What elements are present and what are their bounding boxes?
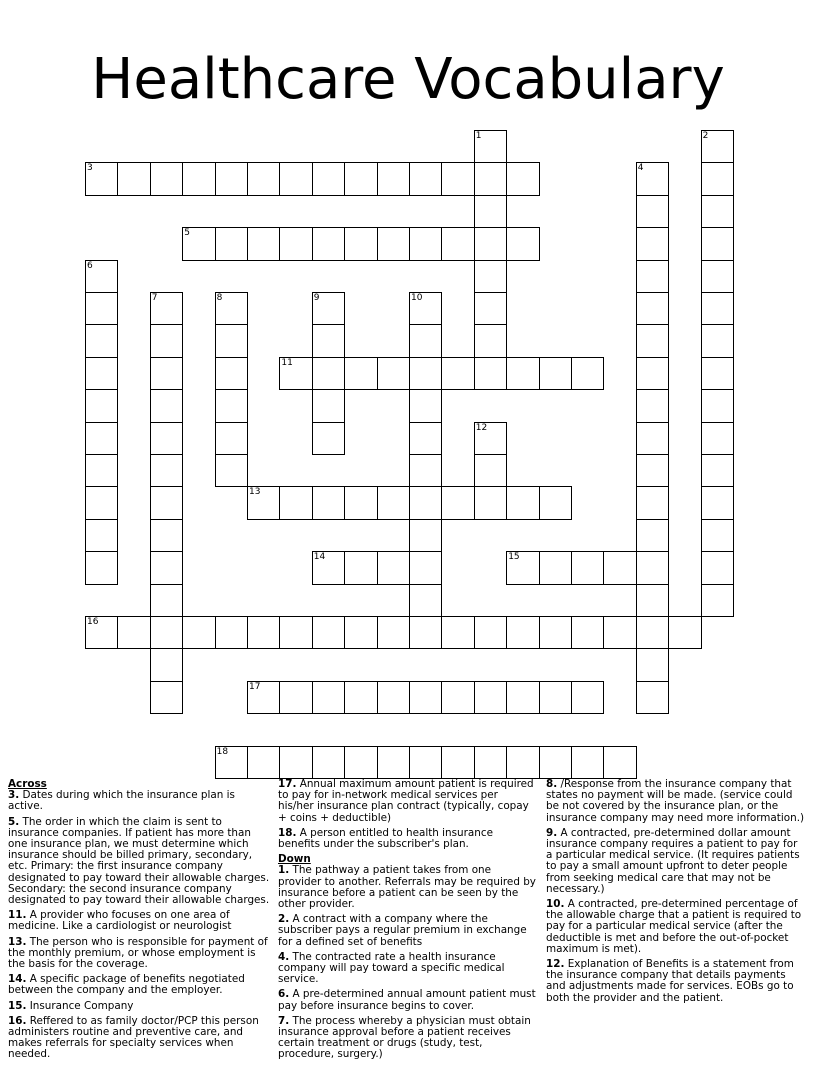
clue-number: 16 [87,617,99,627]
clue-number: 17 [249,681,261,692]
crossword-cell[interactable] [603,551,636,584]
crossword-cell[interactable] [377,486,410,519]
crossword-cell[interactable] [215,162,248,195]
clue-number: 6 [87,260,93,271]
crossword-cell[interactable] [279,616,312,649]
crossword-cell[interactable] [279,486,312,519]
crossword-cell[interactable] [506,486,539,519]
clue-item-number: 15. [8,999,27,1012]
crossword-cell[interactable] [312,357,345,390]
crossword-cell[interactable] [215,746,248,779]
crossword-cell[interactable] [636,357,669,390]
crossword-cell[interactable] [312,389,345,422]
crossword-cell[interactable] [409,292,442,325]
crossword-cell[interactable] [636,260,669,293]
crossword-cell[interactable] [636,616,669,649]
crossword-cell[interactable] [215,357,248,390]
clue-item [8,974,270,996]
crossword-cell[interactable] [409,227,442,260]
clue-item [546,828,806,895]
crossword-cell[interactable] [117,162,150,195]
across-clue-list [8,790,270,1060]
clue-column-3 [546,779,806,1008]
crossword-cell[interactable] [247,227,280,260]
crossword-cell[interactable] [603,616,636,649]
clue-item [8,1001,270,1012]
clue-item [546,899,806,955]
crossword-cell[interactable] [539,616,572,649]
crossword-cell[interactable] [312,324,345,357]
crossword-cell[interactable] [377,616,410,649]
clue-item [278,865,536,910]
down-clue-list-continued [546,779,806,1004]
crossword-cell[interactable] [279,681,312,714]
crossword-cell[interactable] [701,422,734,455]
crossword-cell[interactable] [409,681,442,714]
crossword-cell[interactable] [636,584,669,617]
crossword-cell[interactable] [150,389,183,422]
crossword-cell[interactable] [571,551,604,584]
crossword-cell[interactable] [701,227,734,260]
crossword-cell[interactable] [377,551,410,584]
crossword-cell[interactable] [539,486,572,519]
clue-item-text: A specific package of benefits negotiated between the company and the employer. [8,973,245,997]
clue-item-text: The contracted rate a health insurance company will pay toward a specific medical service. [278,950,505,986]
crossword-cell[interactable] [701,260,734,293]
clue-column-1 [8,779,270,1065]
crossword-cell[interactable] [279,227,312,260]
crossword-cell[interactable] [441,357,474,390]
crossword-cell[interactable] [312,422,345,455]
clue-number: 8 [216,293,223,303]
crossword-cell[interactable] [312,227,345,260]
clue-item [8,790,270,812]
clue-item-number: 16. [8,1014,27,1027]
clue-number: 5 [184,228,190,239]
crossword-cell[interactable] [409,616,442,649]
crossword-cell[interactable] [571,616,604,649]
clue-item-number: 12. [546,958,565,971]
crossword-cell[interactable] [150,551,183,584]
crossword-cell[interactable] [506,162,539,195]
clue-item-text: The order in which the claim is sent to insurance companies. If patient has more than one insurance plan, we must determine which insurance should be billed primary, secondary, etc. Primary: the first insurance company designated to pay toward their allowable charges. Secondary: the second insurance company designated to pay toward their allowable charges. [8,815,270,907]
crossword-cell[interactable] [701,357,734,390]
clue-item-text: A contracted, pre-determined percentage of the allowable charge that a patient is required to pay for a particular medical service (after the deductible is met and before the out-of-pocket maximum is met). [546,898,802,955]
clue-item [546,959,806,1004]
crossword-cell[interactable] [85,162,118,195]
crossword-cell[interactable] [474,324,507,357]
crossword-cell[interactable] [150,519,183,552]
clue-item-text: The process whereby a physician must obtain insurance approval before a patient receives certain treatment or drugs (study, test, procedure, surgery.) [278,1014,531,1061]
clue-number: 14 [313,552,326,563]
clue-number: 9 [313,293,320,303]
crossword-cell[interactable] [636,454,669,487]
crossword-cell[interactable] [636,162,669,195]
crossword-cell[interactable] [85,357,118,390]
clue-item-text: Annual maximum amount patient is required to pay for in-network medical services per his/her insurance plan contract (typically, copay + coins + deductible) [278,778,534,824]
crossword-cell[interactable] [85,260,118,293]
crossword-cell[interactable] [701,130,734,163]
clue-number: 11 [281,357,293,368]
clue-item-number: 10. [546,898,565,911]
crossword-cell[interactable] [636,292,669,325]
crossword-cell[interactable] [312,292,345,325]
crossword-cell[interactable] [247,616,280,649]
clue-item-text: A person entitled to health insurance benefits under the subscriber's plan. [278,826,493,851]
clue-number: 13 [249,487,261,498]
down-heading: Down [278,853,311,866]
crossword-cell[interactable] [409,357,442,390]
crossword-cell[interactable] [441,162,474,195]
clue-item-text: A contract with a company where the subscriber pays a regular premium in exchange for a defined set of benefits [278,913,527,948]
clue-item-text: Dates during which the insurance plan is active. [8,789,235,813]
crossword-cell[interactable] [312,681,345,714]
crossword-cell[interactable] [409,746,442,779]
across-heading: Across [8,778,47,790]
crossword-cell[interactable] [150,648,183,681]
crossword-cell[interactable] [636,422,669,455]
crossword-cell[interactable] [215,454,248,487]
crossword-cell[interactable] [636,681,669,714]
down-clue-list [278,865,536,1060]
clue-item-text: A contracted, pre-determined dollar amount insurance company requires a patient to pay for a particular medical service. (It requires patients to pay a small amount upfront to deter people from seeking medical care that may not be necessary.) [546,826,800,895]
clue-number: 1 [475,131,482,141]
crossword-cell[interactable] [506,551,539,584]
crossword-cell[interactable] [377,162,410,195]
crossword-cell[interactable] [701,584,734,617]
crossword-cell[interactable] [506,681,539,714]
crossword-cell[interactable] [150,422,183,455]
clue-item-number: 18. [278,826,297,839]
clue-item-number: 7. [278,1014,290,1027]
crossword-cell[interactable] [215,227,248,260]
crossword-cell[interactable] [150,486,183,519]
crossword-cell[interactable] [377,746,410,779]
crossword-cell[interactable] [474,130,507,163]
crossword-cell[interactable] [215,389,248,422]
crossword-cell[interactable] [409,454,442,487]
crossword-cell[interactable] [409,162,442,195]
crossword-cell[interactable] [150,584,183,617]
clue-number: 7 [151,293,158,303]
crossword-cell[interactable] [474,227,507,260]
clue-item-text: The pathway a patient takes from one provider to another. Referrals may be required by insurance before a patient can be seen by the other provider. [278,864,536,911]
crossword-cell[interactable] [344,616,377,649]
crossword-cell[interactable] [636,324,669,357]
clue-number: 12 [475,422,488,433]
clue-number: 2 [702,131,709,141]
crossword-cell[interactable] [344,551,377,584]
clue-column-2 [278,779,536,1065]
crossword-cell[interactable] [474,292,507,325]
clue-item-number: 2. [278,913,290,926]
crossword-cell[interactable] [279,357,312,390]
crossword-cell[interactable] [85,292,118,325]
clue-item-number: 6. [278,988,290,1001]
crossword-cell[interactable] [506,227,539,260]
crossword-cell[interactable] [150,454,183,487]
crossword-cell[interactable] [636,195,669,228]
crossword-cell[interactable] [247,162,280,195]
crossword-cell[interactable] [85,389,118,422]
crossword-cell[interactable] [215,616,248,649]
crossword-cell[interactable] [409,584,442,617]
crossword-cell[interactable] [701,292,734,325]
crossword-cell[interactable] [474,162,507,195]
clue-item-number: 17. [278,778,297,790]
crossword-cell[interactable] [377,357,410,390]
clue-item [278,989,536,1011]
crossword-cell[interactable] [603,746,636,779]
page-title: Healthcare Vocabulary [91,47,725,112]
crossword-cell[interactable] [701,454,734,487]
crossword-cell[interactable] [409,486,442,519]
clue-item-number: 13. [8,935,27,948]
clue-item-number: 9. [546,826,558,839]
crossword-cell[interactable] [279,746,312,779]
crossword-cell[interactable] [701,551,734,584]
crossword-cell[interactable] [474,746,507,779]
crossword-cell[interactable] [701,519,734,552]
clue-item [8,937,270,971]
crossword-cell[interactable] [85,616,118,649]
crossword-cell[interactable] [441,227,474,260]
clue-item-number: 4. [278,950,290,963]
clue-item-text: Insurance Company [26,999,134,1012]
clue-item-text: A pre-determined annual amount patient must pay before insurance begins to cover. [278,988,536,1012]
crossword-cell[interactable] [441,681,474,714]
crossword-cell[interactable] [85,422,118,455]
crossword-cell[interactable] [215,422,248,455]
crossword-cell[interactable] [539,746,572,779]
crossword-cell[interactable] [441,616,474,649]
crossword-cell[interactable] [701,486,734,519]
crossword-cell[interactable] [312,486,345,519]
clue-number: 4 [637,163,644,174]
crossword-cell[interactable] [701,324,734,357]
crossword-cell[interactable] [182,227,215,260]
crossword-cell[interactable] [506,746,539,779]
crossword-cell[interactable] [182,162,215,195]
clue-item [8,910,270,932]
clue-item-number: 8. [546,778,558,790]
clue-item-text: /Response from the insurance company that states no payment will be made. (service could be not covered by the insurance plan, or the insurance company may need more information.) [546,778,805,824]
crossword-cell[interactable] [636,389,669,422]
clue-item [278,914,536,948]
crossword-cell[interactable] [85,551,118,584]
crossword-cell[interactable] [279,162,312,195]
crossword-cell[interactable] [247,486,280,519]
crossword-cell[interactable] [506,616,539,649]
crossword-cell[interactable] [636,519,669,552]
crossword-cell[interactable] [344,357,377,390]
clue-number: 15 [508,552,520,563]
crossword-cell[interactable] [247,681,280,714]
clue-item [278,779,536,824]
clue-number: 18 [216,746,229,757]
clue-item-text: The person who is responsible for payment of the monthly premium, or whose employment is the basis for the coverage. [8,935,268,971]
crossword-cell[interactable] [474,616,507,649]
clue-item [546,779,806,824]
crossword-cell[interactable] [474,422,507,455]
crossword-cell[interactable] [312,551,345,584]
crossword-cell[interactable] [701,195,734,228]
crossword-cell[interactable] [701,162,734,195]
crossword-cell[interactable] [247,746,280,779]
crossword-cell[interactable] [474,454,507,487]
clue-item [8,817,270,907]
crossword-cell[interactable] [474,195,507,228]
crossword-cell[interactable] [539,681,572,714]
crossword-cell[interactable] [377,681,410,714]
crossword-cell[interactable] [409,422,442,455]
across-clue-list-continued [278,779,536,850]
crossword-cell[interactable] [409,389,442,422]
crossword-cell[interactable] [344,227,377,260]
crossword-cell[interactable] [636,486,669,519]
clue-item [278,952,536,986]
clue-item [278,828,536,850]
crossword-cell[interactable] [409,324,442,357]
crossword-cell[interactable] [539,357,572,390]
crossword-cell[interactable] [571,746,604,779]
crossword-cell[interactable] [215,324,248,357]
crossword-cell[interactable] [636,551,669,584]
crossword-cell[interactable] [344,162,377,195]
clue-item-text: A provider who focuses on one area of medicine. Like a cardiologist or neurologist [8,909,232,933]
crossword-cell[interactable] [474,681,507,714]
crossword-cell[interactable] [344,681,377,714]
clue-number: 10 [411,293,423,303]
crossword-cell[interactable] [474,260,507,293]
clue-number: 3 [87,163,93,174]
crossword-cell[interactable] [409,519,442,552]
clue-item-number: 11. [8,909,27,922]
clue-item-text: Reffered to as family doctor/PCP this person administers routine and preventive care, and makes referrals for specialty services when needed. [8,1014,259,1061]
clue-item-number: 14. [8,973,27,986]
clue-item-text: Explanation of Benefits is a statement from the insurance company that details payments and adjustments made for services. EOBs go to both the provider and the patient. [546,958,794,1004]
crossword-cell[interactable] [150,681,183,714]
clue-item-number: 3. [8,789,20,802]
crossword-cell[interactable] [506,357,539,390]
crossword-cell[interactable] [150,162,183,195]
crossword-cell[interactable] [150,616,183,649]
crossword-cell[interactable] [409,551,442,584]
crossword-cell[interactable] [377,227,410,260]
crossword-cell[interactable] [312,162,345,195]
crossword-cell[interactable] [668,616,701,649]
clue-item-number: 1. [278,864,290,877]
crossword-cell[interactable] [312,746,345,779]
crossword-cell[interactable] [85,454,118,487]
crossword-cell[interactable] [636,227,669,260]
crossword-cell[interactable] [117,616,150,649]
crossword-cell[interactable] [150,357,183,390]
crossword-cell[interactable] [344,486,377,519]
crossword-cell[interactable] [182,616,215,649]
crossword-cell[interactable] [85,486,118,519]
crossword-cell[interactable] [441,746,474,779]
clue-item [278,1016,536,1061]
crossword-cell[interactable] [539,551,572,584]
clue-item [8,1016,270,1061]
crossword-cell[interactable] [85,519,118,552]
crossword-cell[interactable] [150,324,183,357]
crossword-cell[interactable] [441,486,474,519]
crossword-cell[interactable] [215,292,248,325]
crossword-cell[interactable] [150,292,183,325]
crossword-cell[interactable] [701,389,734,422]
clue-item-number: 5. [8,815,20,828]
crossword-cell[interactable] [474,357,507,390]
crossword-cell[interactable] [474,486,507,519]
crossword-cell[interactable] [312,616,345,649]
crossword-cell[interactable] [571,357,604,390]
crossword-cell[interactable] [571,681,604,714]
crossword-cell[interactable] [344,746,377,779]
crossword-cell[interactable] [85,324,118,357]
crossword-cell[interactable] [636,648,669,681]
